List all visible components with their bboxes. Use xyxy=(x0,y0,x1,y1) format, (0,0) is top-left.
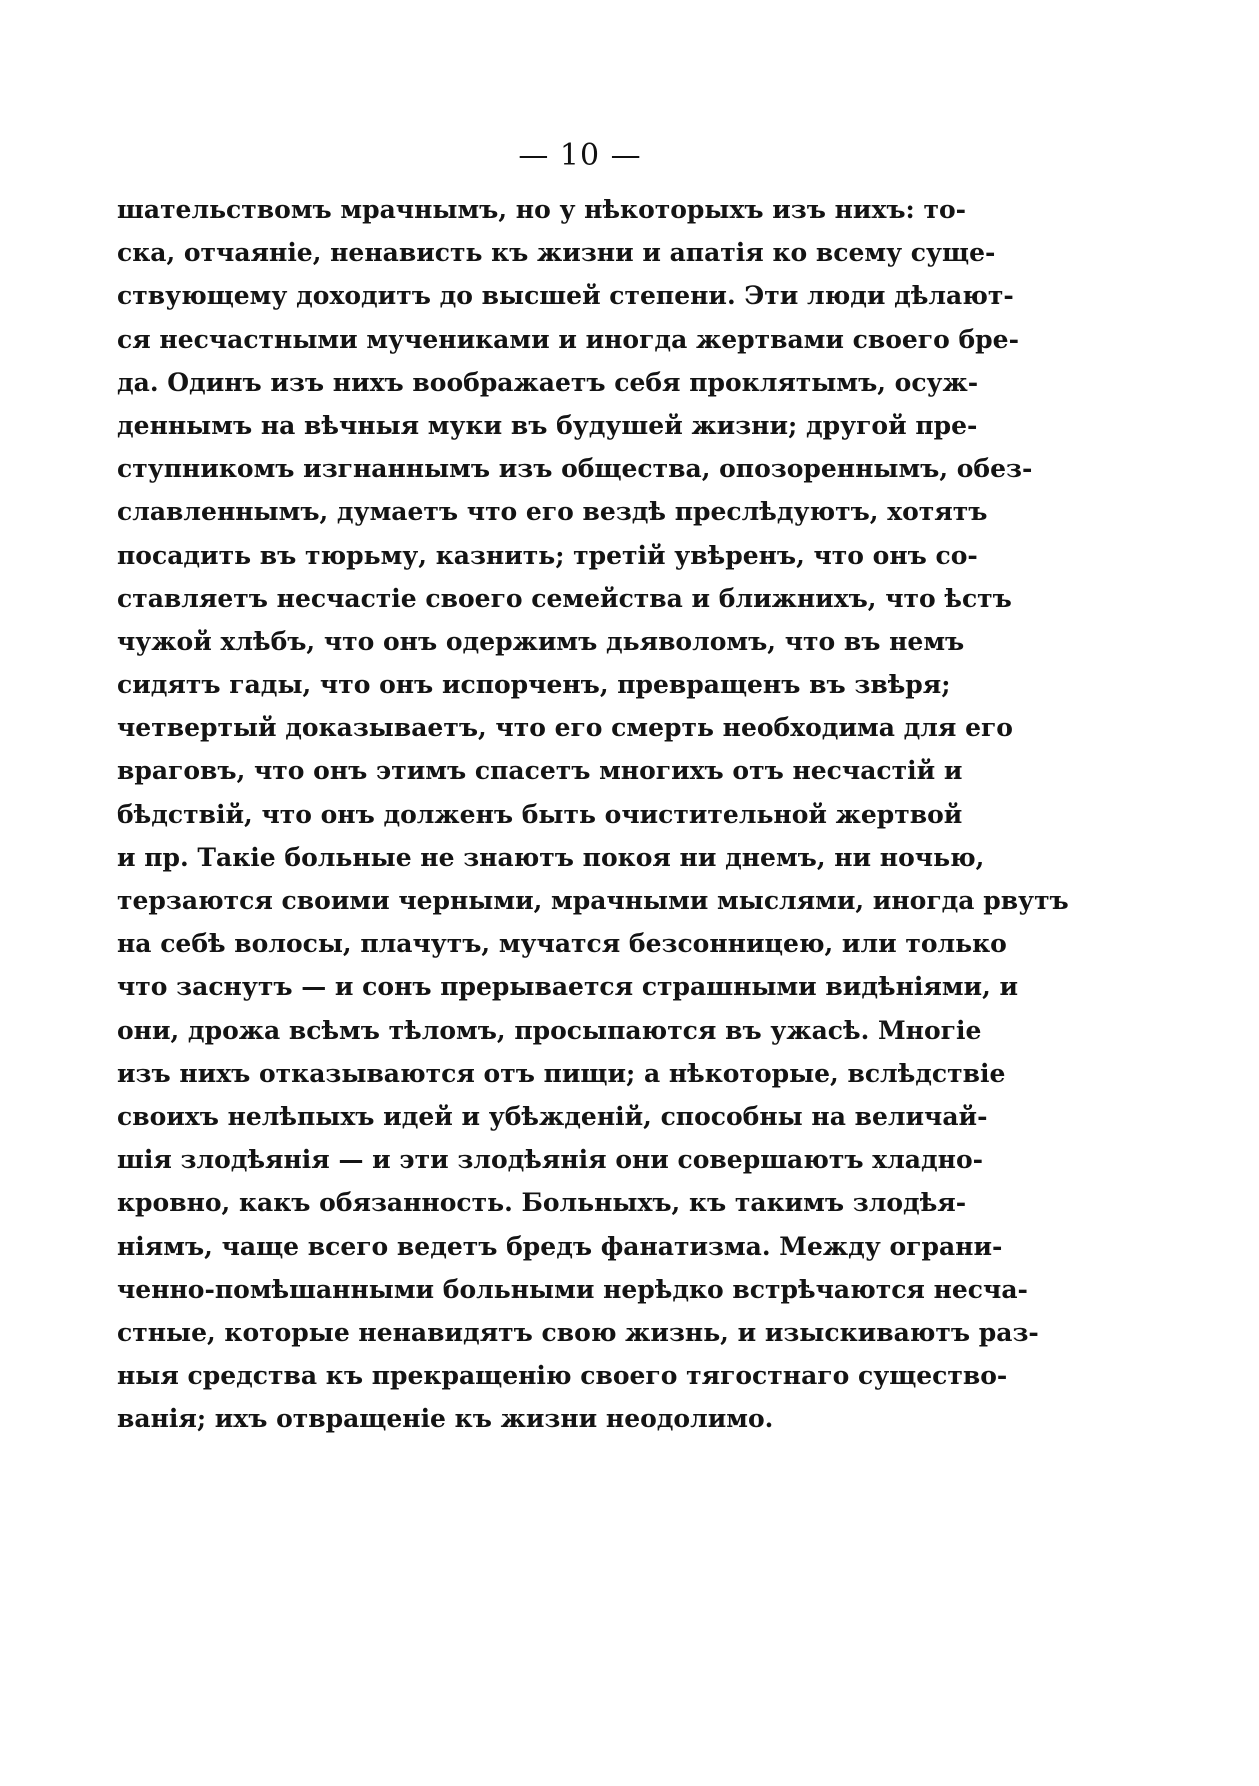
page-number: — 10 — xyxy=(518,138,642,173)
text-line: они, дрожа всѣмъ тѣломъ, просыпаются въ ужасѣ. Многіе xyxy=(117,1015,982,1045)
text-line: ска, отчаяніе, ненависть къ жизни и апатія ко всему суще- xyxy=(117,238,996,268)
text-line: и пр. Такіе больные не знаютъ покоя ни днемъ, ни ночью, xyxy=(117,842,985,872)
text-line: посадить въ тюрьму, казнить; третій увѣренъ, что онъ со- xyxy=(117,540,978,570)
text-line: что заснутъ — и сонъ прерывается страшными видѣніями, и xyxy=(117,972,1019,1002)
text-line: да. Одинъ изъ нихъ воображаетъ себя проклятымъ, осуж- xyxy=(117,367,979,397)
text-line: четвертый доказываетъ, что его смерть необходима для его xyxy=(117,713,1013,743)
text-line: ванія; ихъ отвращеніе къ жизни неодолимо. xyxy=(117,1404,774,1434)
text-line: на себѣ волосы, плачутъ, мучатся безсонницею, или только xyxy=(117,929,1007,959)
text-line: ставляетъ несчастіе своего семейства и ближнихъ, что ѣстъ xyxy=(117,583,1012,613)
text-line: ся несчастными мучениками и иногда жертвами своего бре- xyxy=(117,324,1019,354)
text-line: бѣдствій, что онъ долженъ быть очистительной жертвой xyxy=(117,799,963,829)
text-line: шательствомъ мрачнымъ, но у нѣкоторыхъ изъ нихъ: то- xyxy=(117,195,967,224)
text-line: деннымъ на вѣчныя муки въ будушей жизни; другой пре- xyxy=(117,410,978,440)
text-line: ствующему доходитъ до высшей степени. Эти люди дѣлают- xyxy=(117,281,1014,311)
text-line: шія злодѣянія — и эти злодѣянія они совершаютъ хладно- xyxy=(117,1145,984,1175)
text-line: изъ нихъ отказываются отъ пищи; а нѣкоторые, вслѣдствіе xyxy=(117,1058,1006,1088)
text-line: враговъ, что онъ этимъ спасетъ многихъ отъ несчастій и xyxy=(117,756,963,786)
text-line: своихъ нелѣпыхъ идей и убѣжденій, способны на величай- xyxy=(117,1101,988,1131)
text-line: славленнымъ, думаетъ что его вездѣ преслѣдуютъ, хотятъ xyxy=(117,497,988,527)
text-line: ніямъ, чаще всего ведетъ бредъ фанатизма. Между ограни- xyxy=(117,1231,1003,1261)
text-line: ступникомъ изгнаннымъ изъ общества, опозореннымъ, обез- xyxy=(117,454,1033,484)
body-text xyxy=(117,188,1069,1440)
text-line: стные, которые ненавидятъ свою жизнь, и изыскиваютъ раз- xyxy=(117,1317,1039,1347)
text-line: чужой хлѣбъ, что онъ одержимъ дьяволомъ, что въ немъ xyxy=(117,626,965,656)
text-line: сидятъ гады, что онъ испорченъ, превращенъ въ звѣря; xyxy=(117,670,951,700)
text-line: терзаются своими черными, мрачными мыслями, иногда рвутъ xyxy=(117,886,1069,915)
text-line: кровно, какъ обязанность. Больныхъ, къ такимъ злодѣя- xyxy=(117,1188,967,1218)
text-line: ченно-помѣшанными больными нерѣдко встрѣчаются несча- xyxy=(117,1274,1028,1304)
text-line: ныя средства къ прекращенію своего тягостнаго существо- xyxy=(117,1361,1008,1391)
